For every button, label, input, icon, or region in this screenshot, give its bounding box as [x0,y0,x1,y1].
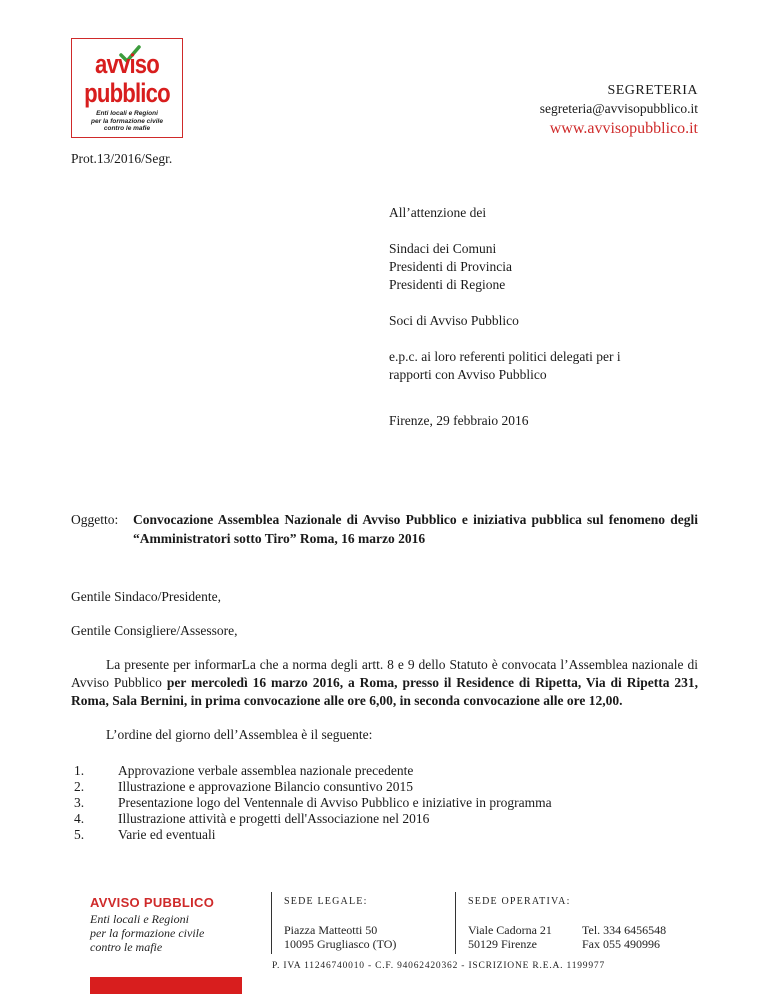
footer-divider [271,892,272,954]
operational-line: Viale Cadorna 21 [468,923,552,937]
cc-line: rapporti con Avviso Pubblico [389,367,547,382]
legal-line: 10095 Grugliasco (TO) [284,937,397,951]
list-number: 1. [74,763,85,778]
list-text: Approvazione verbale assemblea nazionale precedente [118,763,414,778]
recipients-block [389,204,621,430]
logo-word-avviso: avviso [94,49,160,79]
footer-organization [90,895,214,954]
convocation-text: La presente per informarLa che a norma degli artt. 8 e 9 dello Statuto è convocata l’Assemblea nazionale di Avviso Pubblico [71,657,698,690]
footer-org-tagline [90,912,214,954]
footer-operational-address [468,895,571,951]
logo-word-pubblico: pubblico [84,78,170,108]
legal-line: Piazza Matteotti 50 [284,923,378,937]
list-item [71,795,552,811]
subject-text: Convocazione Assemblea Nazionale di Avviso Pubblico e iniziativa pubblica sul fenomeno degli “Amministratori sotto Tiro” Roma, 16 marzo 2016 [133,512,698,546]
logo-tagline-line: Enti locali e Regioni [96,110,158,117]
email-address[interactable]: segreteria@avvisopubblico.it [539,101,698,116]
place-date: Firenze, 29 febbraio 2016 [389,413,529,428]
fax-number: Fax 055 490996 [582,937,660,951]
list-number: 5. [74,827,85,842]
footer-registry-info: P. IVA 11246740010 - C.F. 94062420362 - ISCRIZIONE R.E.A. 1199977 [272,961,605,971]
letterhead-contact [540,82,698,140]
attention-line: All’attenzione dei [389,205,487,220]
logo-tagline-line: per la formazione civile [91,117,163,125]
list-item [71,811,552,827]
list-text: Varie ed eventuali [118,827,216,842]
recipient-line: Presidenti di Provincia [389,259,512,274]
logo-tagline [72,110,182,133]
list-text: Presentazione logo del Ventennale di Avviso Pubblico e iniziative in programma [118,795,552,810]
greeting-line: Gentile Consigliere/Assessore, [71,623,238,638]
footer-org-name: AVVISO PUBBLICO [90,895,215,910]
agenda-intro: L’ordine del giorno dell’Assemblea è il seguente: [106,727,373,742]
list-item [71,779,552,795]
website-link[interactable]: www.avvisopubblico.it [549,120,698,137]
agenda-list [71,763,552,843]
subject-label: Oggetto: [71,512,119,527]
footer-red-bar [90,977,242,994]
list-number: 4. [74,811,85,826]
operational-line: 50129 Firenze [468,937,537,951]
letter-body [71,588,698,744]
office-name: SEGRETERIA [607,83,698,98]
convocation-details: per mercoledì 16 marzo 2016, a Roma, presso il Residence di Ripetta, Via di Ripetta 231, Roma, Sala Bernini, in prima convocazione alle ore 6,00, in seconda convocazione alle ore 12,00. [71,675,698,708]
protocol-number: Prot.13/2016/Segr. [71,151,173,166]
recipient-members: Soci di Avviso Pubblico [389,313,519,328]
legal-heading: SEDE LEGALE: [284,896,368,907]
association-logo [71,38,183,138]
convocation-paragraph [71,656,698,710]
footer-tagline-line: Enti locali e Regioni [90,912,189,926]
cc-line: e.p.c. ai loro referenti politici delegati per i [389,349,621,364]
list-item [71,763,552,779]
phone-number: Tel. 334 6456548 [582,923,667,937]
recipient-line: Sindaci dei Comuni [389,241,497,256]
operational-heading: SEDE OPERATIVA: [468,896,571,907]
subject-block [71,510,698,548]
footer-legal-address [284,895,396,951]
list-text: Illustrazione e approvazione Bilancio consuntivo 2015 [118,779,414,794]
list-text: Illustrazione attività e progetti dell'Associazione nel 2016 [118,811,430,826]
logo-tagline-line: contro le mafie [103,125,151,132]
footer-tagline-line: contro le mafie [90,940,163,954]
footer-tagline-line: per la formazione civile [90,926,205,940]
list-item [71,827,552,843]
greeting-line: Gentile Sindaco/Presidente, [71,589,221,604]
list-number: 3. [74,795,85,810]
recipient-line: Presidenti di Regione [389,277,506,292]
list-number: 2. [74,779,85,794]
footer-phone-fax [582,895,666,951]
footer-divider [455,892,456,954]
